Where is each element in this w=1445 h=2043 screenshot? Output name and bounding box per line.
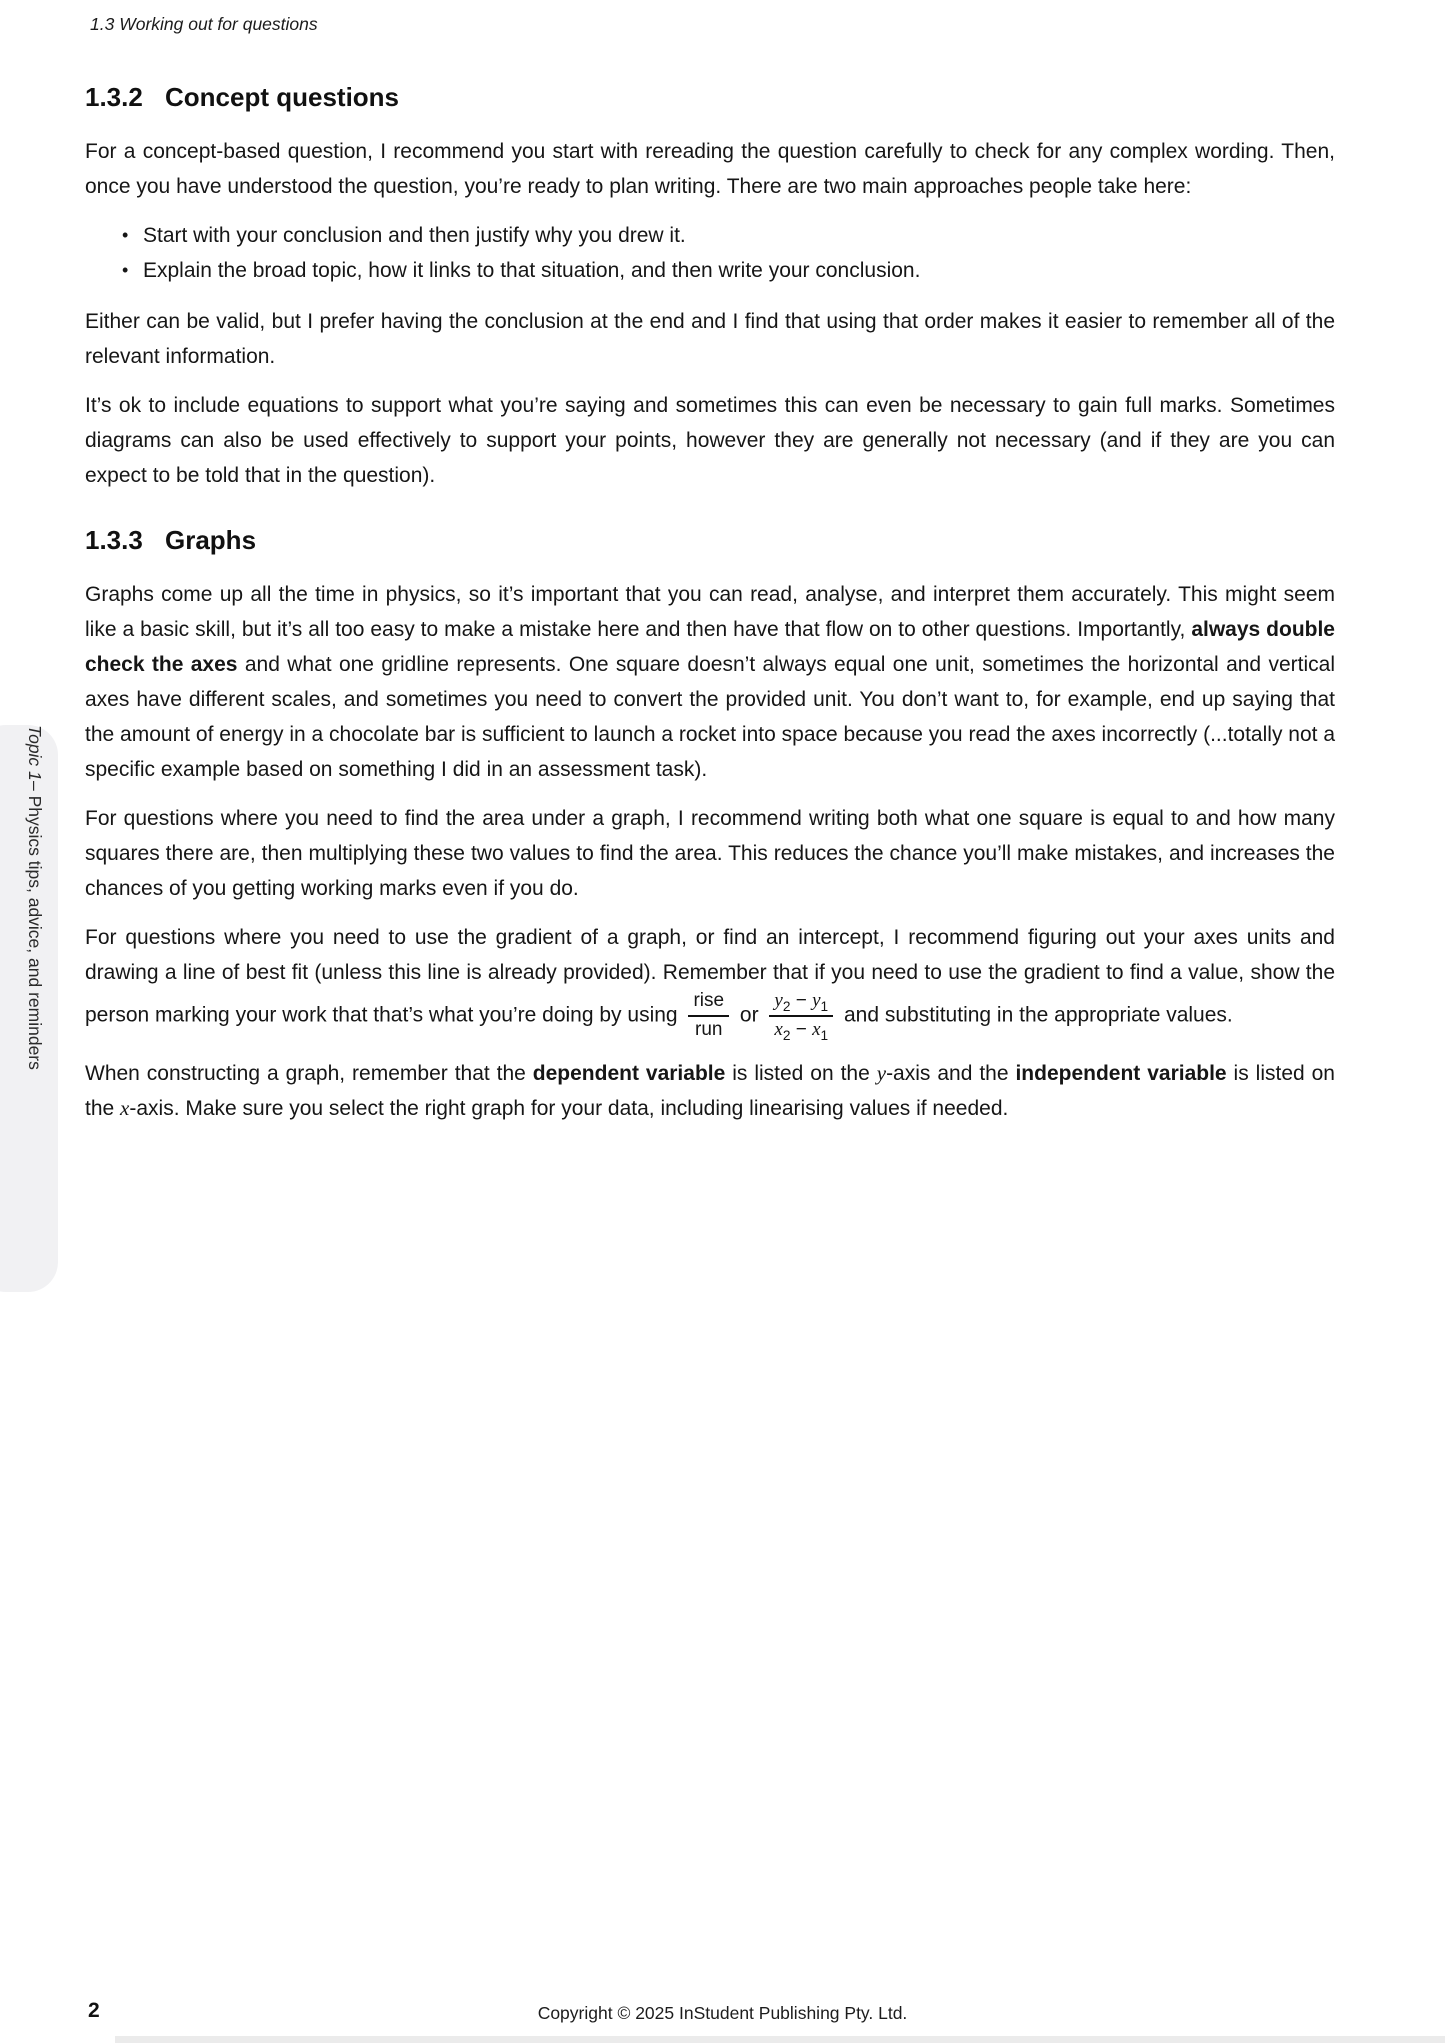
paragraph-graphs-area: For questions where you need to find the area under a graph, I recommend writing both what one square is equal to and how many squares there are, then multiplying these two values to find the area. This reduces the chance you’ll make mistakes, and increases the chances of you getting working marks even if you do.: [85, 807, 1335, 900]
page-content: [85, 78, 1335, 1140]
section-heading-concept: [85, 78, 1335, 116]
section-title: Graphs: [165, 525, 257, 555]
paragraph-graphs-axes: Graphs come up all the time in physics, so it’s important that you can read, analyse, and interpret them accurately. This might seem like a basic skill, but it’s all too easy to make a mistake here and then have that flow on to other questions. Importantly, always double check the axes and what one gridline represents. One square doesn’t always equal one unit, sometimes the horizontal and vertical axes have different scales, and sometimes you need to convert the provided unit. You don’t want to, for example, end up saying that the amount of energy in a chocolate bar is sufficient to launch a rocket into space because you read the axes incorrectly (...totally not a specific example based on something I did in an assessment task).: [85, 583, 1335, 781]
section-heading-graphs: [85, 521, 1335, 559]
section-title: Concept questions: [165, 82, 400, 112]
bullet-item: • Explain the broad topic, how it links to that situation, and then write your conclusion.: [122, 253, 1335, 288]
section-number: 1.3.2: [85, 82, 143, 112]
paragraph-graphs-constructing: When constructing a graph, remember that the dependent variable is listed on the y-axis and the independent variable is listed on the x-axis. Make sure you select the right graph for your data, including linearising values if needed.: [85, 1060, 1335, 1120]
topic-sidebar-label: Topic 1 – Physics tips, advice, and reminders: [25, 725, 45, 1070]
paragraph-concept-order: Either can be valid, but I prefer having the conclusion at the end and I find that using that order makes it easier to remember all of the relevant information.: [85, 310, 1335, 368]
paragraph-concept-equations: It’s ok to include equations to support what you’re saying and sometimes this can even be necessary to gain full marks. Sometimes diagrams can also be used effectively to support your points, however they are generally not necessary (and if they are you can expect to be told that in the question).: [85, 394, 1335, 487]
bottom-edge-strip: [115, 2036, 1445, 2043]
inline-fraction: $\frac{\text{rise}}{\text{run}}$: [688, 990, 729, 1042]
paragraph-concept-intro: For a concept-based question, I recommend you start with rereading the question carefully to check for any complex wording. Then, once you have understood the question, you’re ready to plan writing. There are two main approaches people take here:: [85, 140, 1335, 198]
topic-sidebar-tab: [0, 725, 58, 1292]
page-number: 2: [88, 1999, 100, 2022]
approach-bullet-list: [85, 218, 1335, 288]
running-header: 1.3 Working out for questions: [90, 14, 318, 34]
bullet-item: • Start with your conclusion and then justify why you drew it.: [122, 218, 1335, 253]
paragraph-graphs-gradient: For questions where you need to use the gradient of a graph, or find an intercept, I recommend figuring out your axes units and drawing a line of best fit (unless this line is already provided). Remember that if you need to use the gradient to find a value, show the person marking your work that that’s what you’re doing by using $\frac{\text{rise}}{\text{run}}$ or $\frac{y_2 - y_1}{x_2 - x_1}$ and substituting in the appropriate values.: [85, 926, 1335, 1043]
inline-fraction: $\frac{y_2 - y_1}{x_2 - x_1}$: [769, 990, 833, 1042]
copyright-notice: Copyright © 2025 InStudent Publishing Pty. Ltd.: [537, 2003, 908, 2023]
section-number: 1.3.3: [85, 525, 143, 555]
